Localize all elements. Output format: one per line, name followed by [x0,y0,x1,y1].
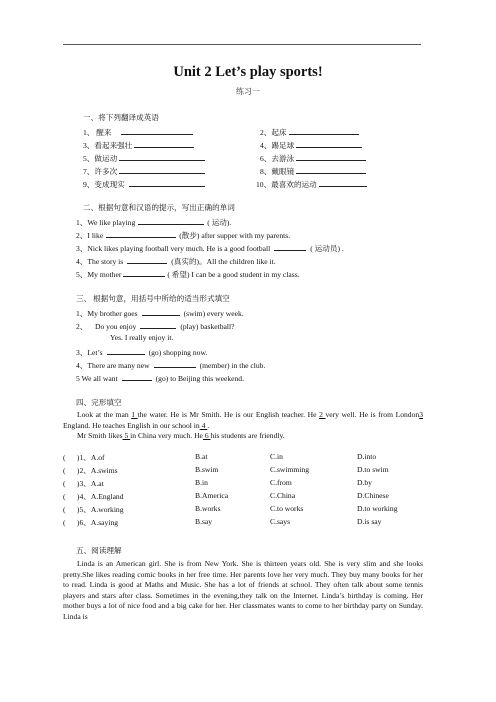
option-choice: B.in [195,478,208,487]
option-choice: B.say [195,517,213,526]
section-3-heading: 三、 根据句意，用括号中所给的适当形式填空 [76,294,230,303]
s1-item-6: 6、去游泳 [260,152,366,164]
s1-item-7: 7、许多次 [83,165,205,177]
option-choice: C.from [270,478,292,487]
section-4-heading: 四、完形填空 [76,398,122,407]
s2-line-2: 2、I like (散步) after supper with my parents. [76,231,291,240]
option-choice: C.says [270,517,291,526]
option-choice: B.at [195,452,208,461]
reading-passage: Linda is an American girl. She is from New York. She is thirteen years old. She is very slim and she looks pretty.She likes reading comic books in her free time. Her parents love her very much. They buy many books for her to read. Linda is good at Maths and Music. She has a lot of friends at school. They often talk about some tennis players and stars after class. Sometimes in the evening,they talk on the Internet. Linda’s birthday is coming. Her mother buys a lot of nice food and a big cake for her. Her classmates wants to come to her birthday party on Sunday. Linda is [63,559,423,621]
section-5-heading: 五、阅读理解 [76,546,122,555]
option-choice: C.to works [270,504,304,513]
s2-line-4: 4、The story is (真实的)。All the children like it. [76,257,276,266]
s1-item-8: 8、戴眼镜 [260,165,366,177]
s1-item-2: 2、起床 [260,126,359,138]
option-row-question: ( )5、A.working [63,505,124,514]
s2-line-3: 3、Nick likes playing football very much. He is a good football ( 运动员) . [76,244,344,253]
s2-line-5: 5、My mother ( 希望) I can be a good student in my class. [76,270,300,279]
option-choice: B.works [195,504,221,513]
s3-line-4: 4、There are many new (member) in the club. [76,361,266,370]
option-row-question: ( )6、A.saying [63,518,119,527]
header-rule [63,44,421,45]
option-choice: D.Chinese [357,491,389,500]
page-title: Unit 2 Let’s play sports! [173,64,323,80]
option-row-question: ( )1、A.of [63,453,105,462]
s2-line-1: 1、We like playing ( 运动). [76,218,232,227]
s1-item-1: 1、 醒来 [83,126,193,138]
option-choice: B.swim [195,465,219,474]
option-choice: C.swimming [270,465,310,474]
option-row-question: ( )2、A.swims [63,466,118,475]
s1-item-5: 5、做运动 [83,152,205,164]
option-choice: D.into [357,452,377,461]
s1-item-9: 9、变成现实 [83,178,205,190]
option-row-question: ( )3、A.at [63,479,104,488]
section-1-heading: 一、将下列翻译成英语 [83,113,159,122]
s3-line-2-answer: Yes. I really enjoy it. [110,333,174,342]
option-choice: D.to working [357,504,398,513]
option-choice: C.China [270,491,296,500]
s3-line-1: 1、My brother goes (swim) every week. [76,309,244,318]
s1-item-3: 3、看起来强壮 [83,139,194,151]
s1-item-4: 4、踢足球 [260,139,362,151]
option-choice: D.to swim [357,465,389,474]
option-choice: D.is say [357,517,382,526]
option-choice: B.America [195,491,229,500]
s3-line-5: 5 We all want (go) to Beijing this weekend. [76,374,245,383]
cloze-passage: Look at the man 1 the water. He is Mr Smith. He is our English teacher. He 2 very well. He is from London3 England. He teaches English in our school in 4 . Mr Smith likes 5 in China very much. He 6 his students are friendly. [63,410,423,441]
option-choice: C.in [270,452,283,461]
option-choice: D.by [357,478,372,487]
section-2-heading: 二、根据句意和汉语的提示，写出正确的单词 [83,203,235,212]
s3-line-3: 3、Let’s (go) shopping now. [76,348,208,357]
s1-item-10: 10、最喜欢的运动 [256,178,367,190]
page-subtitle: 练习一 [236,87,260,96]
option-row-question: ( )4、A.England [63,492,124,501]
s3-line-2: 2、 Do you enjoy (play) basketball? [76,322,235,331]
